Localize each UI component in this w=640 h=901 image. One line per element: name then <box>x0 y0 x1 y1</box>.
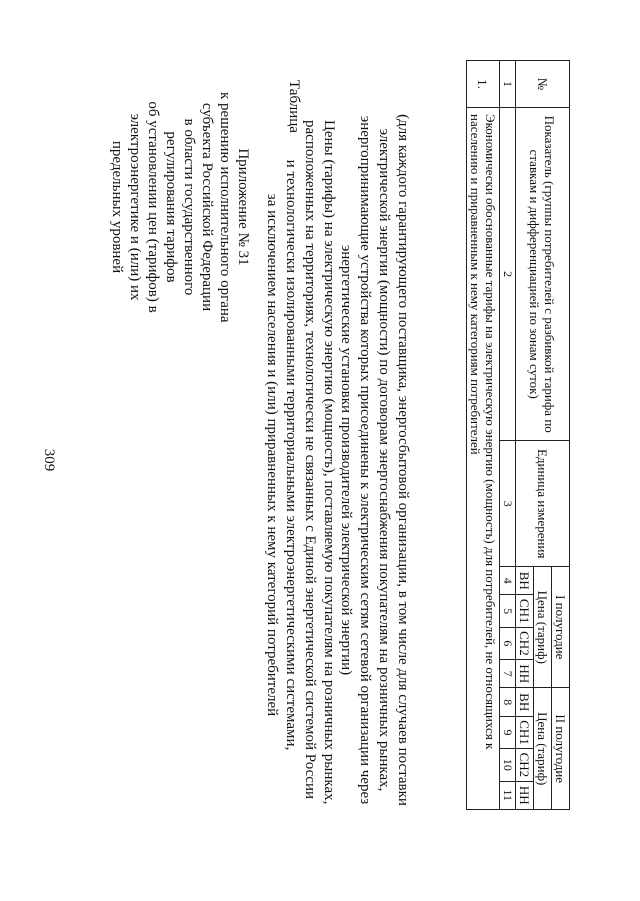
column-number: 7 <box>500 660 516 688</box>
column-number: 4 <box>500 567 516 595</box>
column-number: 11 <box>500 781 516 809</box>
table-section-row <box>467 61 500 810</box>
table-label: Таблица <box>286 80 302 133</box>
appendix-line: субъекта Российской Федерации <box>199 102 215 312</box>
column-number: 9 <box>500 716 516 748</box>
column-number: 8 <box>500 688 516 716</box>
appendix-line: к решению исполнительного органа <box>217 92 233 323</box>
header-number: № <box>516 61 570 108</box>
header-second-half: II полугодие <box>552 688 570 810</box>
header-unit: Единица измерения <box>516 441 570 567</box>
appendix-line: в области государственного <box>181 118 197 296</box>
document-title <box>262 120 338 805</box>
column-number: 3 <box>500 441 516 567</box>
appendix-line: электроэнергетике и (или) их <box>127 113 143 301</box>
document-subtitle <box>336 90 412 830</box>
subtitle-line: энергетические установки производителей электрической энергии) <box>338 244 354 676</box>
header-level: СН2 <box>516 749 534 781</box>
header-level: НН <box>516 781 534 809</box>
header-indicator: Показатель (группы потребителей с разбивкой тарифа по ставкам и дифференциацией по зонам суток) <box>516 108 570 441</box>
header-level: СН2 <box>516 627 534 659</box>
header-price-second: Цена (тариф) <box>534 688 552 810</box>
appendix-line: регулирования тарифов <box>163 131 179 283</box>
header-first-half: I полугодие <box>552 567 570 688</box>
title-line: Цены (тарифы) на электрическую энергию (мощность), поставляемую покупателям на розничных рынках, <box>321 120 337 805</box>
header-level: ВН <box>516 567 534 595</box>
header-level: ВН <box>516 688 534 716</box>
title-line: расположенных на территориях, технологически не связанных с Единой энергетической системой России <box>302 120 318 799</box>
column-number: 10 <box>500 749 516 781</box>
column-number: 5 <box>500 595 516 627</box>
column-number: 6 <box>500 627 516 659</box>
header-level: НН <box>516 660 534 688</box>
appendix-line: предельных уровней <box>109 140 125 274</box>
appendix-line: об установлении цен (тарифов) в <box>145 101 161 313</box>
section-number: 1. <box>467 61 500 108</box>
header-level: СН1 <box>516 595 534 627</box>
column-number: 2 <box>500 108 516 441</box>
subtitle-line: энергопринимающие устройства которых присоединены к электрическим сетям сетевой организации через <box>357 115 373 805</box>
subtitle-line: электрической энергии (мощности) по договорам энергоснабжения покупателям на розничных рынках, <box>376 128 392 792</box>
table-header-row <box>552 61 570 810</box>
tariff-table <box>466 60 570 810</box>
column-number: 1 <box>500 61 516 108</box>
appendix-line: Приложение № 31 <box>235 148 251 266</box>
title-line: за исключением населения и (или) приравненных к нему категорий потребителей <box>264 193 280 717</box>
header-level: СН1 <box>516 716 534 748</box>
page-number: 309 <box>41 448 57 472</box>
section-text: Экономически обоснованные тарифы на электрическую энергию (мощность) для потребителей, не относящихся к населению и приравненным к нему категориям потребителей <box>467 108 500 810</box>
column-number-row <box>500 61 516 810</box>
subtitle-line: (для каждого гарантирующего поставщика, энергосбытовой организации, в том числе для случаев поставки <box>395 114 411 806</box>
header-price-first: Цена (тариф) <box>534 567 552 688</box>
title-line: и технологически изолированными территориальными электроэнергетическими системами, <box>283 159 299 751</box>
appendix-header <box>108 92 252 322</box>
